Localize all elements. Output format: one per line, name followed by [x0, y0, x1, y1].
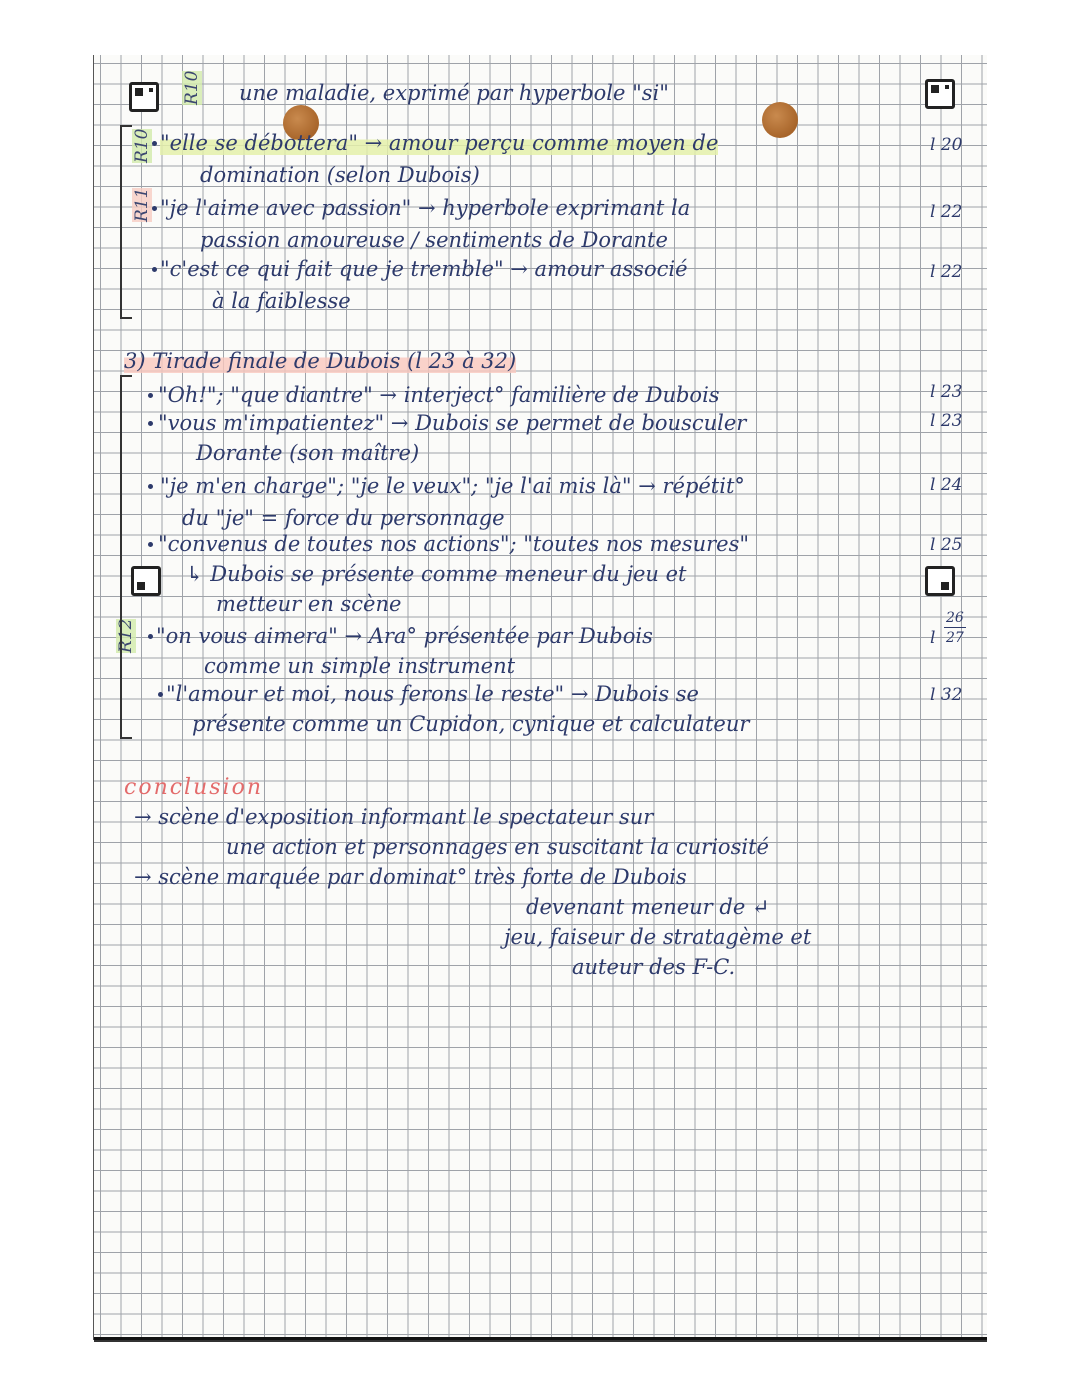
conclusion-title: conclusion — [124, 775, 264, 800]
note-line: présente comme un Cupidon, cynique et calculateur — [192, 712, 750, 736]
margin-label-r12: R12 — [116, 618, 136, 653]
note-line — [160, 133, 718, 154]
punch-hole-right — [762, 102, 798, 138]
line-ref: l 24 — [930, 475, 963, 495]
line-ref-prefix: l — [930, 628, 936, 648]
line-ref: l 23 — [930, 382, 963, 402]
line-ref: l 22 — [930, 262, 963, 282]
note-line: passion amoureuse / sentiments de Dorante — [200, 228, 668, 252]
fraction-bar — [944, 627, 966, 628]
section-heading — [124, 351, 516, 372]
highlight-quote: "elle se débottera" → amour perçu comme moyen de — [160, 131, 719, 155]
corner-marker-icon — [925, 566, 955, 596]
line-ref: l 32 — [930, 685, 963, 705]
note-line: auteur des F-C. — [572, 955, 736, 979]
note-line: domination (selon Dubois) — [200, 163, 480, 187]
bullet — [148, 634, 153, 639]
note-line: comme un simple instrument — [204, 654, 516, 678]
heading-highlight: 3) Tirade finale de Dubois (l 23 à 32) — [124, 349, 517, 373]
bullet — [152, 141, 157, 146]
note-line: une maladie, exprimé par hyperbole "si" — [239, 81, 669, 105]
note-line: ↳ Dubois se présente comme meneur du jeu et — [186, 562, 687, 586]
note-line: jeu, faiseur de stratagème et — [504, 925, 812, 949]
line-ref: l 25 — [930, 535, 963, 555]
line-ref-fraction-bottom: 27 — [946, 630, 964, 646]
note-line: à la faiblesse — [212, 289, 351, 313]
corner-marker-icon — [131, 566, 161, 596]
line-ref-fraction-top: 26 — [946, 610, 964, 626]
bullet — [148, 542, 153, 547]
corner-marker-icon — [925, 79, 955, 109]
line-ref: l 22 — [930, 202, 963, 222]
note-line: "je l'aime avec passion" → hyperbole exprimant la — [160, 196, 691, 220]
note-line: metteur en scène — [216, 592, 402, 616]
bullet — [152, 267, 157, 272]
note-line: du "je" = force du personnage — [182, 506, 505, 530]
bullet — [148, 421, 153, 426]
note-line: "l'amour et moi, nous ferons le reste" → Dubois se — [166, 682, 699, 706]
note-line: "on vous aimera" → Ara° présentée par Dubois — [156, 624, 653, 648]
note-line: "convenus de toutes nos actions"; "toutes nos mesures" — [158, 532, 750, 556]
bracket-section-2 — [120, 125, 132, 319]
margin-label-r11: R11 — [132, 187, 152, 222]
note-line: "vous m'impatientez" → Dubois se permet de bousculer — [158, 411, 747, 435]
note-line: → scène marquée par dominat° très forte de Dubois — [134, 865, 687, 889]
note-line: "Oh!"; "que diantre" → interject° familière de Dubois — [158, 383, 720, 407]
note-line: une action et personnages en suscitant la curiosité — [226, 835, 769, 859]
note-line: "je m'en charge"; "je le veux"; "je l'ai mis là" → répétit° — [160, 474, 745, 498]
bullet — [158, 692, 163, 697]
line-ref: l 20 — [930, 135, 963, 155]
margin-label-r10: R10 — [132, 128, 152, 163]
note-line: "c'est ce qui fait que je tremble" → amour associé — [160, 257, 688, 281]
note-line: devenant meneur de ↵ — [526, 895, 770, 919]
bullet — [152, 206, 157, 211]
bullet — [148, 393, 153, 398]
corner-marker-icon — [129, 82, 159, 112]
line-ref: l 23 — [930, 411, 963, 431]
margin-label-r10-top: R10 — [182, 70, 202, 105]
note-line: Dorante (son maître) — [196, 441, 420, 465]
bullet — [148, 484, 153, 489]
bracket-section-3 — [120, 375, 132, 739]
note-line: → scène d'exposition informant le spectateur sur — [134, 805, 654, 829]
notebook-page — [94, 55, 987, 1340]
